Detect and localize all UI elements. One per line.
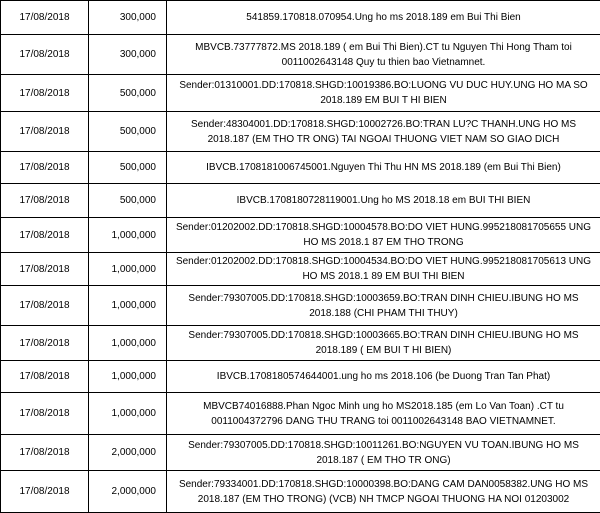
amount-cell: 1,000,000 [89,286,167,326]
table-row [1,361,600,393]
amount-cell: 500,000 [89,152,167,184]
date-cell: 17/08/2018 [1,361,89,393]
amount-cell: 500,000 [89,184,167,218]
description-cell: IBVCB.1708181006745001.Nguyen Thi Thu HN MS 2018.189 (em Bui Thi Bien) [167,152,600,184]
date-cell: 17/08/2018 [1,75,89,112]
description-cell: Sender:01202002.DD:170818.SHGD:10004578.BO:DO VIET HUNG.995218081705655 UNG HO MS 2018.1 87 EM THO TRONG [167,218,600,253]
amount-cell: 1,000,000 [89,218,167,253]
table-row [1,471,600,513]
amount-cell: 1,000,000 [89,393,167,435]
description-cell: MBVCB74016888.Phan Ngoc Minh ung ho MS2018.185 (em Lo Van Toan) .CT tu 0011004372796 DANG THU TRANG toi 0011002643148 BAO VIETNAMNET. [167,393,600,435]
transactions-body [1,1,600,513]
description-cell: Sender:01310001.DD:170818.SHGD:10019386.BO:LUONG VU DUC HUY.UNG HO MA SO 2018.189 EM BUI T HI BIEN [167,75,600,112]
description-cell: Sender:01202002.DD:170818.SHGD:10004534.BO:DO VIET HUNG.995218081705613 UNG HO MS 2018.1 89 EM BUI THI BIEN [167,253,600,286]
description-cell: IBVCB.1708180728119001.Ung ho MS 2018.18 em BUI THI BIEN [167,184,600,218]
amount-cell: 300,000 [89,1,167,35]
table-row [1,253,600,286]
amount-cell: 500,000 [89,112,167,152]
date-cell: 17/08/2018 [1,35,89,75]
description-cell: 541859.170818.070954.Ung ho ms 2018.189 em Bui Thi Bien [167,1,600,35]
amount-cell: 1,000,000 [89,361,167,393]
date-cell: 17/08/2018 [1,286,89,326]
date-cell: 17/08/2018 [1,253,89,286]
table-row [1,75,600,112]
amount-cell: 2,000,000 [89,471,167,513]
table-row [1,326,600,361]
table-row [1,393,600,435]
date-cell: 17/08/2018 [1,393,89,435]
description-cell: Sender:79307005.DD:170818.SHGD:10003659.BO:TRAN DINH CHIEU.IBUNG HO MS 2018.188 (CHI PHAM THI THUY) [167,286,600,326]
amount-cell: 1,000,000 [89,326,167,361]
description-cell: Sender:79307005.DD:170818.SHGD:10003665.BO:TRAN DINH CHIEU.IBUNG HO MS 2018.189 ( EM BUI T HI BIEN) [167,326,600,361]
date-cell: 17/08/2018 [1,112,89,152]
description-cell: MBVCB.73777872.MS 2018.189 ( em Bui Thi Bien).CT tu Nguyen Thi Hong Tham toi 0011002643148 Quy tu thien bao Vietnamnet. [167,35,600,75]
date-cell: 17/08/2018 [1,218,89,253]
table-row [1,112,600,152]
date-cell: 17/08/2018 [1,1,89,35]
table-row [1,35,600,75]
description-cell: Sender:79334001.DD:170818.SHGD:10000398.BO:DANG CAM DAN0058382.UNG HO MS 2018.187 (EM THO TRONG) (VCB) NH TMCP NGOAI THUONG HA NOI 01203002 [167,471,600,513]
table-row [1,218,600,253]
table-row [1,184,600,218]
date-cell: 17/08/2018 [1,184,89,218]
date-cell: 17/08/2018 [1,326,89,361]
date-cell: 17/08/2018 [1,435,89,471]
description-cell: Sender:79307005.DD:170818.SHGD:10011261.BO:NGUYEN VU TOAN.IBUNG HO MS 2018.187 ( EM THO TR ONG) [167,435,600,471]
date-cell: 17/08/2018 [1,471,89,513]
table-row [1,1,600,35]
amount-cell: 500,000 [89,75,167,112]
amount-cell: 300,000 [89,35,167,75]
amount-cell: 1,000,000 [89,253,167,286]
date-cell: 17/08/2018 [1,152,89,184]
table-row [1,435,600,471]
table-row [1,286,600,326]
table-row [1,152,600,184]
description-cell: Sender:48304001.DD:170818.SHGD:10002726.BO:TRAN LU?C THANH.UNG HO MS 2018.187 (EM THO TR ONG) TAI NGOAI THUONG VIET NAM SO GIAO DICH [167,112,600,152]
description-cell: IBVCB.1708180574644001.ung ho ms 2018.106 (be Duong Tran Tan Phat) [167,361,600,393]
amount-cell: 2,000,000 [89,435,167,471]
